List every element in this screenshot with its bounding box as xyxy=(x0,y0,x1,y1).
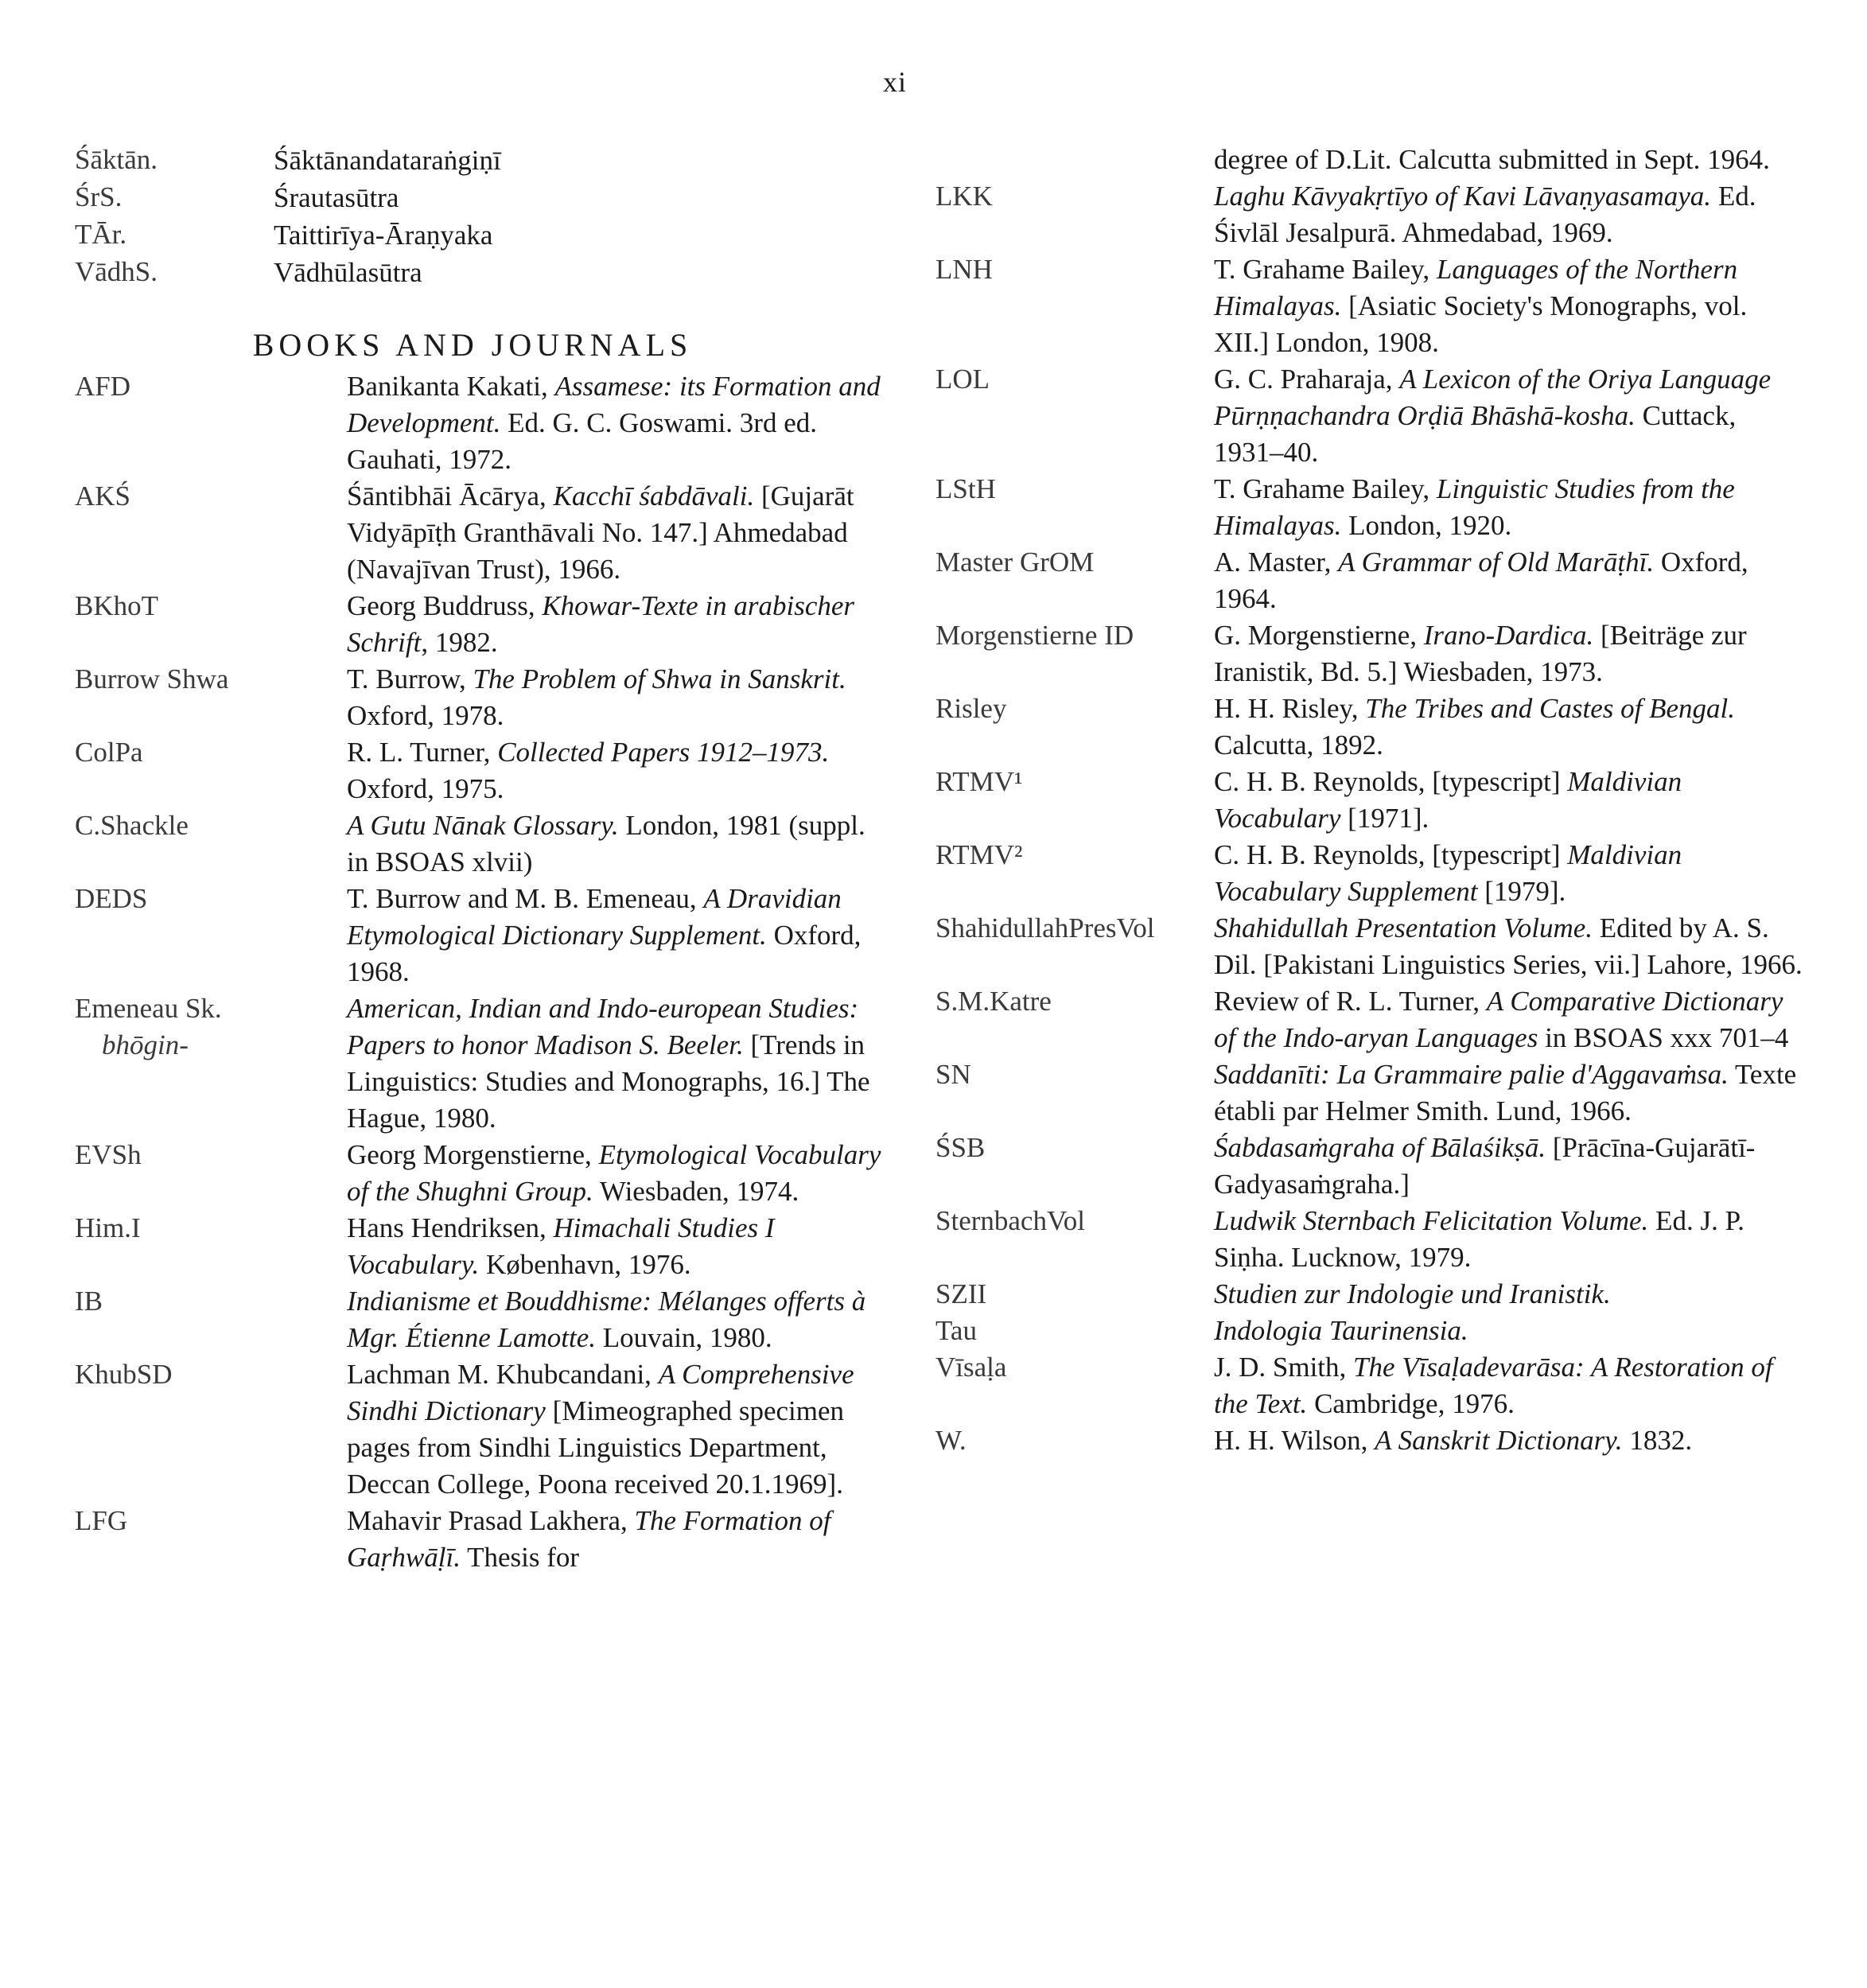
reference-text: Georg Morgenstierne, xyxy=(347,1139,599,1170)
entry-reference xyxy=(347,368,886,478)
reference-title: A Sanskrit Dictionary. xyxy=(1375,1425,1623,1456)
entry-reference xyxy=(347,1210,886,1283)
entry-reference xyxy=(1214,617,1803,691)
abbreviation-entry xyxy=(75,254,886,291)
abbreviation-expansion: Śāktānandataraṅgiṇī xyxy=(274,145,501,176)
entry-abbreviation xyxy=(935,1349,1214,1386)
bibliography-entry xyxy=(75,990,886,1137)
bibliography-entry xyxy=(935,1130,1826,1203)
reference-text: [Beiträge zur Iranistik, Bd. 5.] Wiesbaden, 1973. xyxy=(1214,620,1747,687)
reference-text: Thesis for xyxy=(460,1542,580,1573)
right-column xyxy=(935,142,1826,1459)
bibliography-entry xyxy=(935,471,1826,544)
reference-text: Review of R. L. Turner, xyxy=(1214,986,1487,1017)
entry-reference xyxy=(1214,1276,1803,1313)
reference-title: Khowar-Texte in arabischer Schrift xyxy=(347,590,855,658)
entry-reference xyxy=(1214,1130,1803,1203)
reference-title: Indianisme et Bouddhisme: Mélanges offerts à Mgr. Étienne Lamotte. xyxy=(347,1286,866,1353)
reference-text: Oxford, 1975. xyxy=(347,773,504,804)
reference-title: A Lexicon of the Oriya Language Pūrṇṇachandra Orḍiā Bhāshā-kosha. xyxy=(1214,364,1772,431)
bibliography-entry xyxy=(75,1283,886,1356)
entry-reference xyxy=(347,734,886,807)
reference-text: H. H. Wilson, xyxy=(1214,1425,1375,1456)
reference-title: Himachali Studies I Vocabulary. xyxy=(347,1212,775,1280)
reference-text: Ed. G. C. Goswami. 3rd ed. Gauhati, 1972. xyxy=(347,407,817,475)
bibliography-entry xyxy=(935,361,1826,471)
reference-text: Mahavir Prasad Lakhera, xyxy=(347,1505,635,1536)
entry-reference xyxy=(1214,764,1803,837)
reference-title: Assamese: its Formation and Development. xyxy=(347,371,881,438)
entry-abbreviation-text: C.Shackle xyxy=(75,810,189,841)
reference-text: Hans Hendriksen, xyxy=(347,1212,554,1243)
entry-abbreviation-text: SN xyxy=(935,1059,971,1090)
reference-title: The Problem of Shwa in Sanskrit. xyxy=(473,663,846,694)
entry-abbreviation xyxy=(935,691,1214,727)
reference-text: London, 1920. xyxy=(1341,510,1512,541)
entry-abbreviation-text: SternbachVol xyxy=(935,1205,1085,1236)
bibliography-entry xyxy=(935,910,1826,983)
bibliography-entry xyxy=(75,1356,886,1503)
entry-reference xyxy=(1214,1203,1803,1276)
bibliography-entry xyxy=(75,1503,886,1576)
abbreviation: Śāktān. xyxy=(75,144,158,175)
entry-abbreviation xyxy=(75,588,347,624)
entry-abbreviation-text: KhubSD xyxy=(75,1359,173,1390)
reference-title: Indologia Taurinensia. xyxy=(1214,1315,1468,1346)
reference-text: C. H. B. Reynolds, [typescript] xyxy=(1214,766,1568,797)
bibliography-entry xyxy=(75,588,886,661)
reference-text: Ed. Śivlāl Jesalpurā. Ahmedabad, 1969. xyxy=(1214,181,1756,248)
reference-text: Banikanta Kakati, xyxy=(347,371,555,402)
entry-abbreviation xyxy=(75,368,347,405)
bibliography-entry xyxy=(75,1137,886,1210)
reference-text: T. Grahame Bailey, xyxy=(1214,254,1437,285)
reference-text: [1971]. xyxy=(1340,803,1429,834)
abbreviation-expansion: Vādhūlasūtra xyxy=(274,257,422,288)
entry-abbreviation xyxy=(75,1356,347,1393)
abbreviation-entry xyxy=(75,216,886,254)
entry-abbreviation-text: W. xyxy=(935,1425,967,1456)
reference-text: H. H. Risley, xyxy=(1214,693,1366,724)
entry-abbreviation xyxy=(75,1283,347,1320)
entry-abbreviation xyxy=(75,881,347,917)
reference-title: The Vīsaḷadevarāsa: A Restoration of the Text. xyxy=(1214,1352,1773,1419)
bibliography-entry xyxy=(935,764,1826,837)
reference-text: T. Burrow, xyxy=(347,663,473,694)
reference-text: Calcutta, 1892. xyxy=(1214,729,1383,761)
reference-title: Etymological Vocabulary of the Shughni Group. xyxy=(347,1139,881,1207)
entry-abbreviation-text: RTMV² xyxy=(935,839,1023,870)
entry-reference xyxy=(347,807,886,881)
abbreviation-expansion: Taittirīya-Āraṇyaka xyxy=(274,220,493,251)
reference-text: [Prācīna-Gujarātī-Gadyasaṁgraha.] xyxy=(1214,1132,1756,1200)
reference-text: Śāntibhāi Ācārya, xyxy=(347,480,554,512)
entry-abbreviation-text: LOL xyxy=(935,364,990,395)
entry-abbreviation-text: S.M.Katre xyxy=(935,986,1052,1017)
reference-text: 1832. xyxy=(1622,1425,1693,1456)
reference-text: , 1982. xyxy=(421,627,498,658)
reference-title: Linguistic Studies from the Himalayas. xyxy=(1214,473,1735,541)
entry-reference xyxy=(347,1356,886,1503)
entry-reference xyxy=(347,1283,886,1356)
reference-title: Languages of the Northern Himalayas. xyxy=(1214,254,1738,321)
entry-reference xyxy=(1214,837,1803,910)
entry-abbreviation xyxy=(935,471,1214,508)
entry-reference xyxy=(1214,1056,1803,1130)
bibliography-entry xyxy=(75,661,886,734)
reference-text: [Trends in Linguistics: Studies and Monographs, 16.] The Hague, 1980. xyxy=(347,1029,870,1134)
entry-reference xyxy=(1214,471,1803,544)
reference-text: T. Grahame Bailey, xyxy=(1214,473,1437,504)
entry-abbreviation-text: ŚSB xyxy=(935,1132,986,1163)
reference-text: København, 1976. xyxy=(479,1249,691,1280)
entry-abbreviation-text: ColPa xyxy=(75,737,143,768)
left-bibliography-list xyxy=(75,368,886,1576)
bibliography-entry xyxy=(935,544,1826,617)
reference-text: [Gujarāt Vidyāpīṭh Granthāvali No. 147.] Ahmedabad (Navajīvan Trust), 1966. xyxy=(347,480,854,585)
abbreviation: ŚrS. xyxy=(75,181,123,212)
entry-reference xyxy=(1214,251,1803,361)
reference-text: [1979]. xyxy=(1477,876,1566,907)
reference-text: Wiesbaden, 1974. xyxy=(593,1176,799,1207)
entry-abbreviation xyxy=(935,251,1214,288)
reference-text: C. H. B. Reynolds, [typescript] xyxy=(1214,839,1568,870)
entry-abbreviation xyxy=(935,1313,1214,1349)
entry-reference xyxy=(1214,983,1803,1056)
entry-abbreviation xyxy=(935,617,1214,654)
reference-text: [Mimeographed specimen pages from Sindhi Linguistics Department, Deccan College, Poona received 20.1.1969]. xyxy=(347,1395,844,1500)
abbreviation-entry xyxy=(75,142,886,179)
reference-title: A Comparative Dictionary of the Indo-aryan Languages xyxy=(1214,986,1783,1053)
reference-title: The Tribes and Castes of Bengal. xyxy=(1365,693,1735,724)
bibliography-entry xyxy=(935,837,1826,910)
bibliography-entry xyxy=(935,1203,1826,1276)
entry-abbreviation xyxy=(935,1276,1214,1313)
entry-abbreviation-text: IB xyxy=(75,1286,103,1317)
reference-title: Maldivian Vocabulary xyxy=(1214,766,1682,834)
bibliography-entry xyxy=(935,178,1826,251)
reference-title: Ludwik Sternbach Felicitation Volume. xyxy=(1214,1205,1649,1236)
abbreviation-expansion: Śrautasūtra xyxy=(274,182,399,213)
reference-title: Kacchī śabdāvali. xyxy=(553,480,755,512)
entry-abbreviation-text: ShahidullahPresVol xyxy=(935,912,1155,943)
reference-text: G. Morgenstierne, xyxy=(1214,620,1424,651)
entry-abbreviation-text: DEDS xyxy=(75,883,148,914)
reference-text: A. Master, xyxy=(1214,547,1339,578)
bibliography-entry xyxy=(75,734,886,807)
reference-title: Shahidullah Presentation Volume. xyxy=(1214,912,1593,943)
entry-reference xyxy=(347,881,886,990)
entry-abbreviation-text: Burrow Shwa xyxy=(75,663,229,694)
entry-abbreviation-text: LFG xyxy=(75,1505,128,1536)
entry-abbreviation xyxy=(75,990,347,1064)
entry-reference xyxy=(347,1137,886,1210)
entry-abbreviation xyxy=(75,478,347,515)
section-heading: BOOKS AND JOURNALS xyxy=(252,327,693,363)
entry-abbreviation xyxy=(935,1203,1214,1239)
reference-title: A Gutu Nānak Glossary. xyxy=(347,810,619,841)
reference-text: Cambridge, 1976. xyxy=(1307,1388,1515,1419)
reference-text: Ed. J. P. Siṇha. Lucknow, 1979. xyxy=(1214,1205,1744,1273)
entry-abbreviation xyxy=(75,807,347,844)
entry-reference xyxy=(1214,1422,1803,1459)
entry-abbreviation xyxy=(75,734,347,771)
short-abbreviations-list xyxy=(75,142,886,291)
reference-text: Oxford, 1964. xyxy=(1214,547,1748,614)
entry-reference xyxy=(347,588,886,661)
entry-abbreviation xyxy=(935,361,1214,398)
reference-text: Edited by A. S. Dil. [Pakistani Linguistics Series, vii.] Lahore, 1966. xyxy=(1214,912,1803,980)
reference-title: A Dravidian Etymological Dictionary Supplement. xyxy=(347,883,842,951)
entry-abbreviation-text: LKK xyxy=(935,181,993,212)
entry-abbreviation-text: LStH xyxy=(935,473,996,504)
reference-text: Texte établi par Helmer Smith. Lund, 1966. xyxy=(1214,1059,1797,1126)
continued-entry-text: degree of D.Lit. Calcutta submitted in Sept. 1964. xyxy=(1214,144,1770,175)
reference-title: Collected Papers 1912–1973. xyxy=(497,737,830,768)
entry-reference xyxy=(1214,178,1803,251)
entry-reference xyxy=(1214,910,1803,983)
entry-reference xyxy=(1214,1313,1803,1349)
reference-title: Saddanīti: La Grammaire palie d'Aggavaṁsa. xyxy=(1214,1059,1729,1090)
entry-reference xyxy=(347,661,886,734)
reference-text: R. L. Turner, xyxy=(347,737,498,768)
entry-abbreviation xyxy=(935,1056,1214,1093)
entry-abbreviation-text: EVSh xyxy=(75,1139,142,1170)
entry-abbreviation xyxy=(935,1422,1214,1459)
entry-abbreviation-text: RTMV¹ xyxy=(935,766,1023,797)
bibliography-entry xyxy=(935,617,1826,691)
bibliography-entry xyxy=(935,691,1826,764)
reference-title: Irano-Dardica. xyxy=(1423,620,1594,651)
entry-reference xyxy=(1214,361,1803,471)
entry-abbreviation-text: AFD xyxy=(75,371,131,402)
reference-text: Lachman M. Khubcandani, xyxy=(347,1359,659,1390)
reference-text: Cuttack, 1931–40. xyxy=(1214,400,1737,468)
reference-text: J. D. Smith, xyxy=(1214,1352,1354,1383)
entry-abbreviation xyxy=(935,1130,1214,1166)
bibliography-entry xyxy=(935,251,1826,361)
abbreviation: TĀr. xyxy=(75,219,127,250)
reference-text: London, 1981 (suppl. in BSOAS xlvii) xyxy=(347,810,865,877)
entry-abbreviation-text: SZII xyxy=(935,1278,987,1309)
entry-abbreviation xyxy=(935,837,1214,873)
reference-title: A Comprehensive Sindhi Dictionary xyxy=(347,1359,854,1426)
bibliography-entry xyxy=(935,1056,1826,1130)
entry-abbreviation xyxy=(935,544,1214,581)
entry-reference xyxy=(347,990,886,1137)
entry-abbreviation xyxy=(75,1210,347,1247)
reference-title: A Grammar of Old Marāṭhī. xyxy=(1338,547,1655,578)
reference-text: G. C. Praharaja, xyxy=(1214,364,1400,395)
entry-abbreviation-text: Morgenstierne ID xyxy=(935,620,1134,651)
entry-abbreviation xyxy=(935,178,1214,215)
reference-title: American, Indian and Indo-european Studies: Papers to honor Madison S. Beeler. xyxy=(347,993,859,1060)
abbreviation: VādhS. xyxy=(75,256,158,287)
entry-reference xyxy=(1214,1349,1803,1422)
reference-title: Śabdasaṁgraha of Bālaśikṣā. xyxy=(1214,1132,1546,1163)
entry-abbreviation xyxy=(75,1503,347,1539)
reference-text: in BSOAS xxx 701–4 xyxy=(1538,1022,1789,1053)
entry-abbreviation-text: Vīsaḷa xyxy=(935,1352,1007,1383)
bibliography-entry xyxy=(75,881,886,990)
right-bibliography-list xyxy=(935,178,1826,1459)
entry-abbreviation-text: Master GrOM xyxy=(935,547,1095,578)
bibliography-entry xyxy=(935,1422,1826,1459)
bibliography-entry xyxy=(935,1313,1826,1349)
bibliography-entry xyxy=(75,1210,886,1283)
entry-abbreviation-text: Tau xyxy=(935,1315,977,1346)
reference-text: Georg Buddruss, xyxy=(347,590,543,621)
entry-abbreviation-text: Risley xyxy=(935,693,1007,724)
entry-abbreviation-text: Emeneau Sk. xyxy=(75,993,222,1024)
bibliography-entry xyxy=(75,807,886,881)
reference-title: The Formation of Gaṛhwāḷī. xyxy=(347,1505,831,1573)
bibliography-entry xyxy=(935,1349,1826,1422)
entry-reference xyxy=(347,1503,886,1576)
entry-abbreviation-text: LNH xyxy=(935,254,993,285)
entry-abbreviation-text: AKŚ xyxy=(75,480,131,512)
reference-title: Maldivian Vocabulary Supplement xyxy=(1214,839,1682,907)
entry-reference xyxy=(347,478,886,588)
entry-abbreviation-text: Him.I xyxy=(75,1212,141,1243)
reference-text: Oxford, 1968. xyxy=(347,920,862,987)
entry-abbreviation xyxy=(935,910,1214,947)
reference-text: [Asiatic Society's Monographs, vol. XII.] London, 1908. xyxy=(1214,290,1748,358)
bibliography-entry xyxy=(935,983,1826,1056)
entry-abbreviation xyxy=(935,983,1214,1020)
left-column xyxy=(75,142,886,1576)
reference-text: Oxford, 1978. xyxy=(347,700,504,731)
entry-reference xyxy=(1214,691,1803,764)
reference-title: Laghu Kāvyakṛtīyo of Kavi Lāvaṇyasamaya. xyxy=(1214,181,1712,212)
bibliography-entry xyxy=(935,1276,1826,1313)
entry-abbreviation xyxy=(75,661,347,698)
page-number: xi xyxy=(883,66,908,98)
entry-reference xyxy=(1214,544,1803,617)
entry-abbreviation xyxy=(935,764,1214,800)
reference-text: Louvain, 1980. xyxy=(596,1322,772,1353)
bibliography-entry xyxy=(75,478,886,588)
reference-title: Studien zur Indologie und Iranistik. xyxy=(1214,1278,1611,1309)
bibliography-entry xyxy=(75,368,886,478)
abbreviation-entry xyxy=(75,179,886,216)
entry-abbreviation-text: BKhoT xyxy=(75,590,158,621)
entry-abbreviation xyxy=(75,1137,347,1173)
entry-abbreviation-subtext: bhōgin- xyxy=(102,1029,189,1060)
reference-text: T. Burrow and M. B. Emeneau, xyxy=(347,883,704,914)
